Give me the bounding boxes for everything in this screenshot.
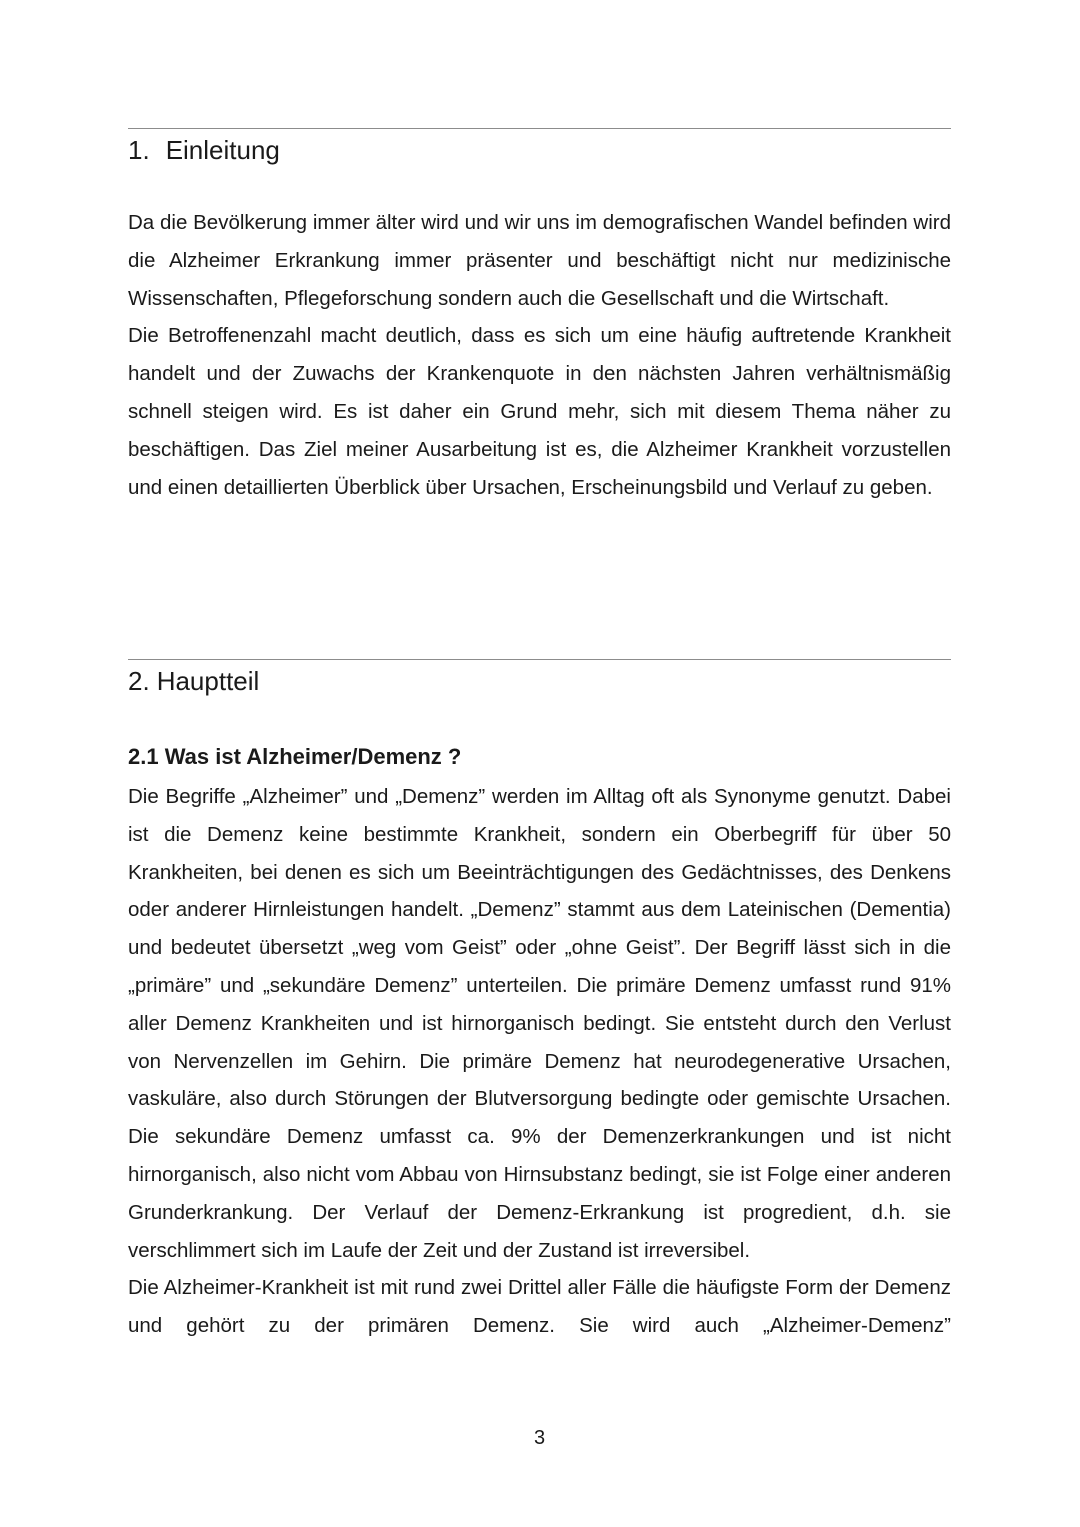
section-title: Hauptteil [156,666,260,696]
section-title: Einleitung [165,135,280,165]
subsection-heading: 2.1 Was ist Alzheimer/Demenz ? [128,744,462,769]
section-heading-einleitung [128,135,280,165]
section-heading-hauptteil [128,666,259,696]
hauptteil-body [128,778,951,1345]
section-divider [128,128,951,129]
section-number: 2. [128,666,150,696]
paragraph: Da die Bevölkerung immer älter wird und wir uns im demografischen Wandel befinden wird die Alzheimer Erkrankung immer präsenter und beschäftigt nicht nur medizinische Wissenschaften, Pflegeforschung sondern auch die Gesellschaft und die Wirtschaft. [128,211,951,310]
paragraph: Die Alzheimer-Krankheit ist mit rund zwei Drittel aller Fälle die häufigste Form der Demenz und gehört zu der primären Demenz. Sie wird auch „Alzheimer-Demenz” [128,1276,951,1338]
einleitung-body [128,204,951,506]
paragraph: Die Begriffe „Alzheimer” und „Demenz” werden im Alltag oft als Synonyme genutzt. Dabei ist die Demenz keine bestimmte Krankheit, sondern ein Oberbegriff für über 50 Krankheiten, bei denen es sich um Beeinträchtigungen des Gedächtnisses, des Denkens oder anderer Hirnleistungen handelt. „Demenz” stammt aus dem Lateinischen (Dementia) und bedeutet übersetzt „weg vom Geist” oder „ohne Geist”. Der Begriff lässt sich in die „primäre” und „sekundäre Demenz” unterteilen. Die primäre Demenz umfasst rund 91% aller Demenz Krankheiten und ist hirnorganisch bedingt. Sie entsteht durch den Verlust von Nervenzellen im Gehirn. Die primäre Demenz hat neurodegenerative Ursachen, vaskuläre, also durch Störungen der Blutversorgung bedingte oder gemischte Ursachen. Die sekundäre Demenz umfasst ca. 9% der Demenzerkrankungen und ist nicht hirnorganisch, also nicht vom Abbau von Hirnsubstanz bedingt, sie ist Folge einer anderen Grunderkrankung. Der Verlauf der Demenz-Erkrankung ist progredient, d.h. sie verschlimmert sich im Laufe der Zeit und der Zustand ist irreversibel. [128,785,951,1262]
paragraph: Die Betroffenenzahl macht deutlich, dass es sich um eine häufig auftretende Krankheit handelt und der Zuwachs der Krankenquote in den nächsten Jahren verhältnismäßig schnell steigen wird. Es ist daher ein Grund mehr, sich mit diesem Thema näher zu beschäftigen. Das Ziel meiner Ausarbeitung ist es, die Alzheimer Krankheit vorzustellen und einen detaillierten Überblick über Ursachen, Erscheinungsbild und Verlauf zu geben. [128,324,951,499]
section-divider [128,659,951,660]
section-number: 1. [128,135,150,165]
page-number: 3 [533,1427,546,1449]
